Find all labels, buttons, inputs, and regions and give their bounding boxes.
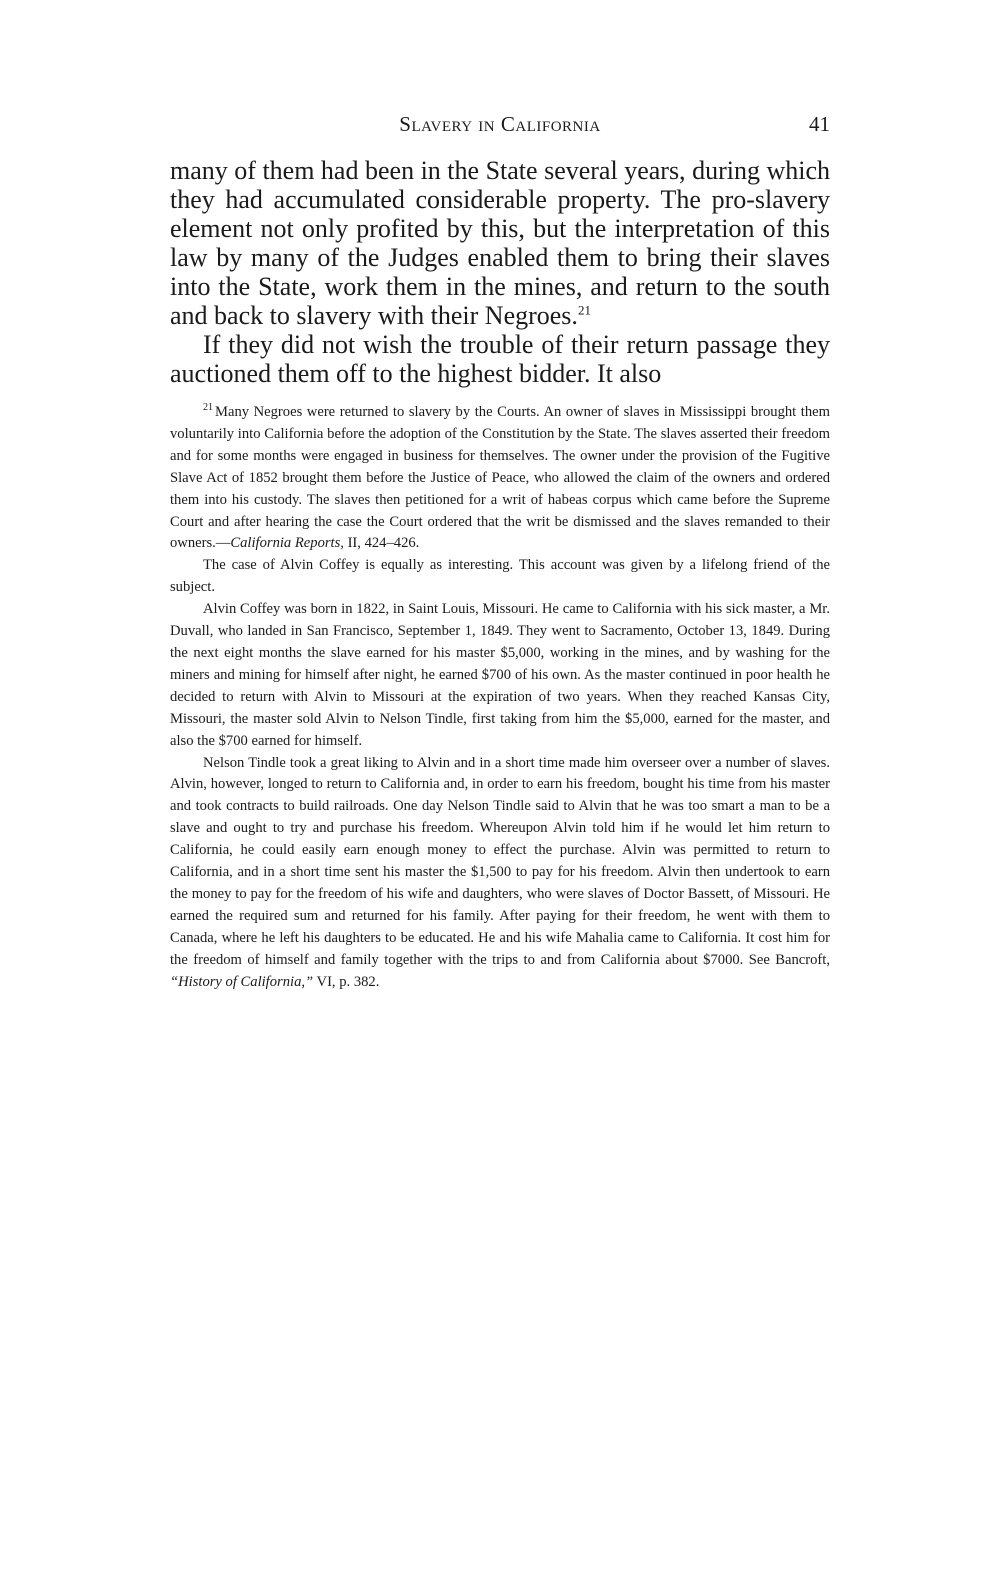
footnote-reference: 21: [577, 302, 591, 318]
main-text: [170, 156, 830, 388]
footnotes: [170, 402, 830, 993]
running-header: [170, 108, 830, 148]
book-page: [170, 108, 830, 993]
paragraph-text: If they did not wish the trouble of their return passage they auctioned them off to the highest bidder. It also: [170, 330, 830, 388]
body-paragraph: [170, 330, 830, 388]
running-title: Slavery in California: [399, 112, 601, 136]
footnote-paragraph: [170, 599, 830, 752]
footnote-marker: 21: [203, 402, 213, 414]
footnote-paragraph: [170, 402, 830, 555]
paragraph-text: many of them had been in the State several years, during which they had accumulated considerable property. The pro-slavery element not only profited by this, but the interpretation of this law by many of the Judges enabled them to bring their slaves into the State, work them in the mines, and return to the south and back to slavery with their Negroes.: [170, 156, 830, 330]
footnote-text: Nelson Tindle took a great liking to Alvin and in a short time made him overseer over a number of slaves. Alvin, however, longed to return to California and, in order to earn his freedom, bought his time from his master and took contracts to build railroads. One day Nelson Tindle said to Alvin that he was too smart a man to be a slave and ought to try and purchase his freedom. Whereupon Alvin told him if he would let him return to California, he could easily earn enough money to effect the purchase. Alvin was permitted to return to California, and in a short time sent his master the $1,500 to pay for his freedom. Alvin then undertook to earn the money to pay for the freedom of his wife and daughters, who were slaves of Doctor Bassett, of Missouri. He earned the required sum and returned for his family. After paying for their freedom, he went with them to Canada, where he left his daughters to be educated. He and his wife Mahalia came to California. It cost him for the freedom of himself and family together with the trips to and from California about $7000. See Bancroft,: [170, 754, 830, 968]
footnote-text: Alvin Coffey was born in 1822, in Saint Louis, Missouri. He came to California with his sick master, a Mr. Duvall, who landed in San Francisco, September 1, 1849. They went to Sacramento, October 13, 1849. During the next eight months the slave earned for his master $5,000, working in the mines, and by washing for the miners and mining for himself after night, he earned $700 of his own. As the master continued in poor health he decided to return with Alvin to Missouri at the expiration of two years. When they reached Kansas City, Missouri, the master sold Alvin to Nelson Tindle, first taking from him the $5,000, earned for the master, and also the $700 earned for himself.: [170, 601, 830, 749]
page-number: 41: [809, 112, 830, 136]
footnote-text: The case of Alvin Coffey is equally as interesting. This account was given by a lifelong friend of the subject.: [170, 557, 830, 596]
footnote-paragraph: [170, 753, 830, 994]
citation-title: “History of California,”: [170, 973, 314, 990]
citation-tail: II, 424–426.: [343, 535, 420, 552]
footnote-paragraph: [170, 555, 830, 599]
body-paragraph: [170, 156, 830, 330]
citation-title: California Reports,: [230, 535, 344, 552]
citation-tail: VI, p. 382.: [313, 973, 380, 990]
footnote-text: Many Negroes were returned to slavery by the Courts. An owner of slaves in Mississippi brought them voluntarily into California before the adoption of the Constitution by the State. The slaves asserted their freedom and for some months were engaged in business for themselves. The owner under the provision of the Fugitive Slave Act of 1852 brought them before the Justice of Peace, who allowed the claim of the owners and ordered them into his custody. The slaves then petitioned for a writ of habeas corpus which came before the Supreme Court and after hearing the case the Court ordered that the writ be dismissed and the slaves remanded to their owners.—: [170, 404, 830, 552]
